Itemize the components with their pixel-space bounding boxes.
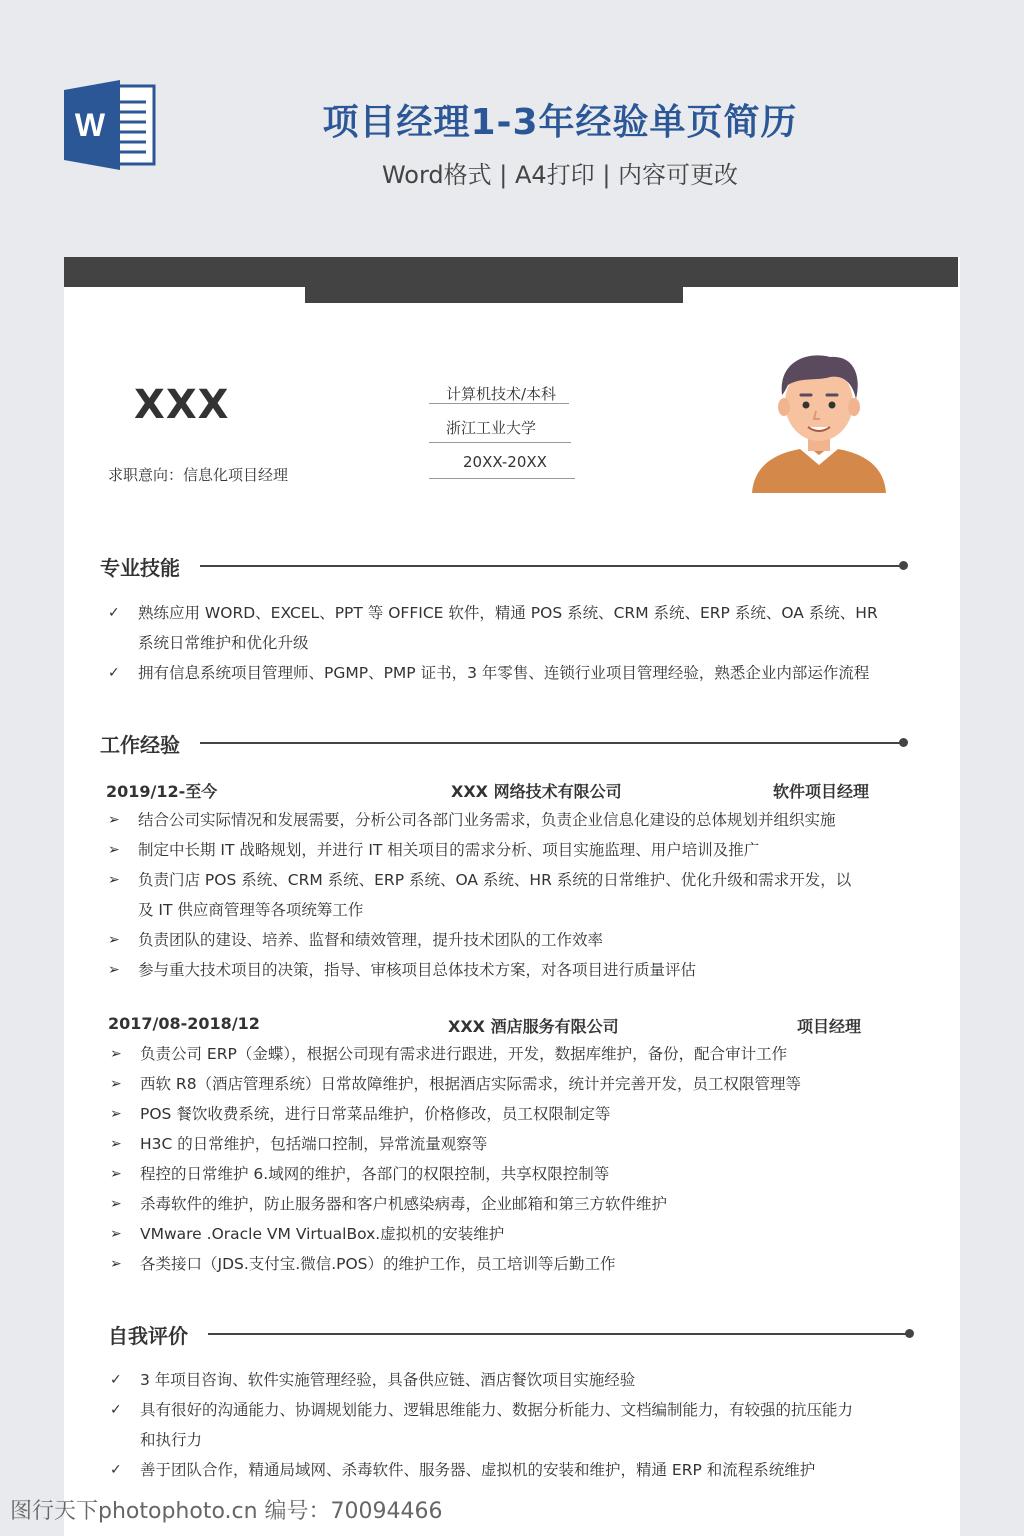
section-rule-dot [899,561,908,570]
section-rule-dot [905,1329,914,1338]
word-doc-icon [64,80,156,170]
arrow-icon: ➢ [110,1196,122,1212]
arrow-icon: ➢ [110,1076,122,1092]
section-evaluation [108,1320,914,1350]
section-title: 自我评价 [108,1324,188,1348]
job-company: XXX 网络技术有限公司 [451,782,622,801]
watermark-text: 图行天下photophoto.cn 编号：70094466 [10,1499,443,1524]
edu-period: 20XX-20XX [463,453,547,471]
arrow-icon: ➢ [108,812,120,828]
job-company: XXX 酒店服务有限公司 [448,1017,619,1036]
page-subtitle: Word格式 | A4打印 | 内容可更改 [381,161,739,189]
section-experience [100,729,908,759]
header-bar [64,257,958,287]
page-title: 项目经理1-3年经验单页简历 [322,102,798,143]
section-title: 工作经验 [100,733,180,757]
edu-major: 计算机技术/本科 [446,385,557,403]
edu-divider [429,442,571,443]
section-rule-dot [899,738,908,747]
edu-divider [429,403,569,404]
job-position: 项目经理 [797,1017,862,1036]
check-icon: ✓ [110,1402,122,1418]
job-period: 2019/12-至今 [106,782,218,801]
job-period: 2017/08-2018/12 [108,1014,260,1033]
section-rule [200,565,902,567]
arrow-icon: ➢ [110,1166,122,1182]
section-rule [200,742,902,744]
arrow-icon: ➢ [110,1136,122,1152]
arrow-icon: ➢ [110,1256,122,1272]
check-icon: ✓ [110,1462,122,1478]
arrow-icon: ➢ [108,842,120,858]
candidate-name: XXX [134,382,230,428]
section-title: 专业技能 [100,556,180,580]
arrow-icon: ➢ [108,962,120,978]
check-icon: ✓ [110,1372,122,1388]
resume-page: XXX 求职意向：信息化项目经理 计算机技术/本科 浙江工业大学 20XX-20XX 专业技能 ✓ 熟练应用 WORD、EXCEL、PPT 等 OFFICE 软件，精通 POS 系统、CRM 系统、ERP 系统、OA 系统、HR 系统日常维护和优化升级 ✓ 拥有信息系统项目管理师、PGMP、PMP 证书，3 年零售、连锁行业项目管理经验，熟悉企业内部运作流程 工作经验 2019/12-至今 XXX 网络技术有限公司 软件项目经理 ➢ 结合公司实际情况和发展需要，分析公司各部门业务需求，负责企业信息化建设的总体规划并组织实施 ➢ 制定中长期 IT 战略规划，并进行 IT 相关项目的需求分析、项目实施监理、用户培训及推广 ➢ 负责门店 POS 系统、CRM 系统、ERP 系统、OA 系统、HR 系统的日常维护、优化升级和需求开发，以 及 IT 供应商管理等各项统筹工作 ➢ 负责团队的建设、培养、监督和绩效管理，提升技术团队的工作效率 ➢ 参与重大技术项目的决策，指导、审核项目总体技术方案，对各项目进行质量评估 2017/08-2018/12 XXX 酒店服务有限公司 项目经理 ➢ 负责公司 ERP（金蝶），根据公司现有需求进行跟进，开发，数据库维护，备份，配合审计工作 ➢ 西软 R8（酒店管理系统）日常故障维护，根据酒店实际需求，统计并完善开发，员工权限管理等 ➢ POS 餐饮收费系统，进行日常菜品维护，价格修改，员工权限制定等 ➢ H3C 的日常维护，包括端口控制，异常流量观察等 ➢ 程控的日常维护 6.域网的维护，各部门的权限控制，共享权限控制等 ➢ 杀毒软件的维护，防止服务器和客户机感染病毒，企业邮箱和第三方软件维护 ➢ VMware .Oracle VM VirtualBox.虚拟机的安装维护 ➢ 各类接口（JDS.支付宝.微信.POS）的维护工作，员工培训等后勤工作 自我评价 ✓ 3 年项目咨询、软件实施管理经验，具备供应链、酒店餐饮项目实施经验 ✓ 具有很好的沟通能力、协调规划能力、逻辑思维能力、数据分析能力、文档编制能力，有较强的抗压能力 和执行力 ✓ 善于团队合作，精通局域网、杀毒软件、服务器、虚拟机的安装和维护，精通 ERP 和流程系统维护 [64,257,960,1536]
avatar [748,337,890,497]
banner [0,0,1024,257]
arrow-icon: ➢ [110,1046,122,1062]
arrow-icon: ➢ [108,932,120,948]
job-intent: 求职意向：信息化项目经理 [108,466,289,484]
edu-school: 浙江工业大学 [446,419,537,437]
section-skills [100,552,908,582]
arrow-icon: ➢ [108,872,120,888]
arrow-icon: ➢ [110,1106,122,1122]
section-rule [208,1333,908,1335]
check-icon: ✓ [108,605,120,621]
arrow-icon: ➢ [110,1226,122,1242]
edu-divider [429,478,575,479]
job-position: 软件项目经理 [773,782,870,801]
header-tab [305,287,683,303]
check-icon: ✓ [108,665,120,681]
word-logo-letter: W [74,107,106,143]
